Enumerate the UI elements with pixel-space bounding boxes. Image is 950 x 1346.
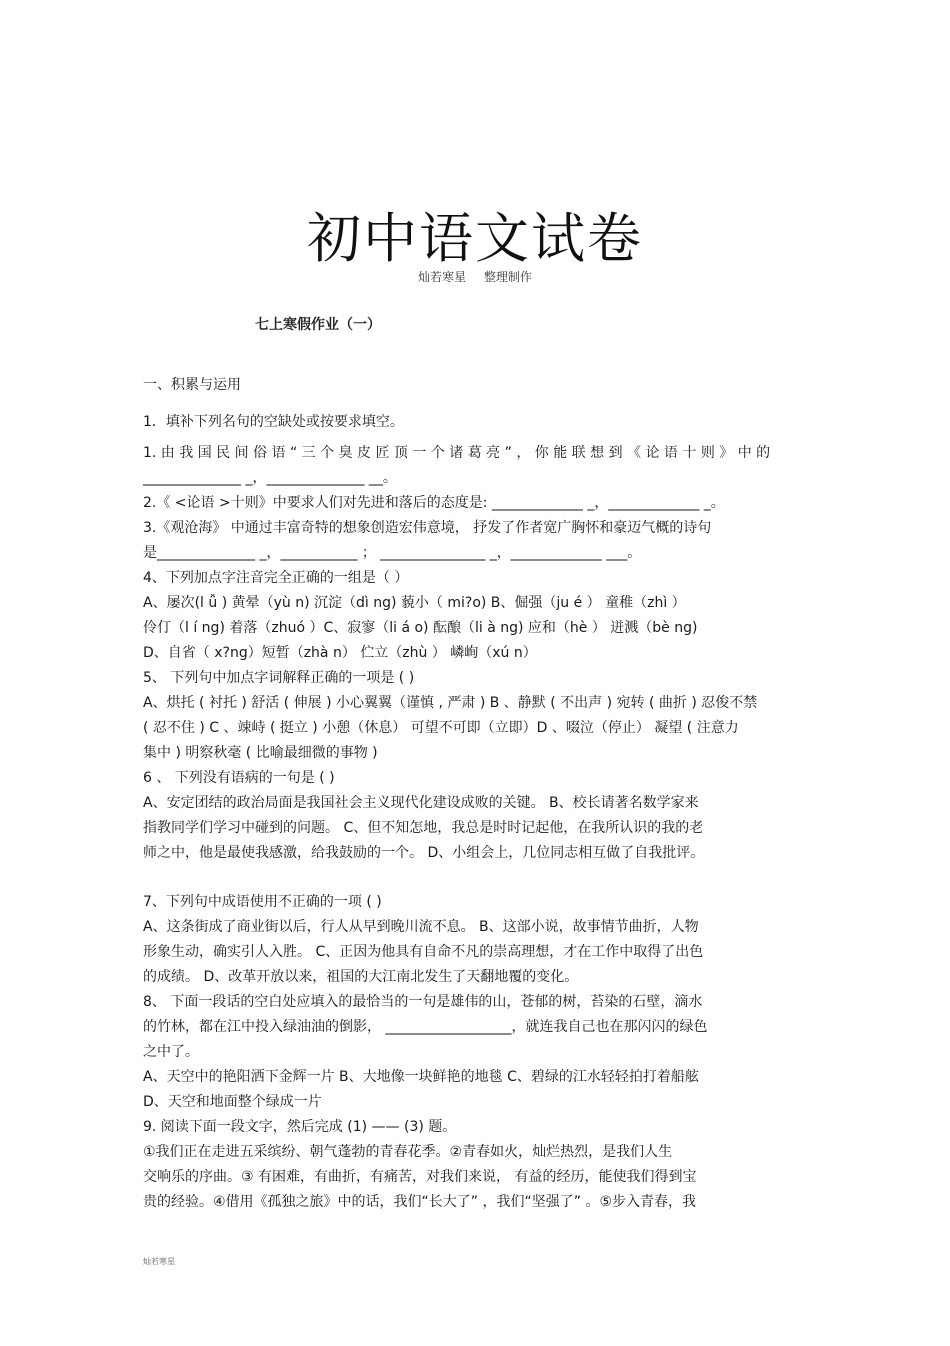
question-line: 9. 阅读下面一段文字，然后完成 (1) —— (3) 题。 bbox=[143, 1119, 457, 1135]
option-line: A、屡次(l ǚ ) 黄晕（yù n) 沉淀（dì ng) 藐小（ mi?o) B、倔强（ju é ） 童稚（zhì ） bbox=[143, 595, 686, 611]
option-line: 的成绩。 D、改革开放以来，祖国的大江南北发生了天翻地覆的变化。 bbox=[143, 969, 579, 985]
option-line: 师之中，他是最使我感激，给我鼓励的一个。 D、小组会上，几位同志相互做了自我批评。 bbox=[143, 845, 705, 861]
question-line: 4、下列加点字注音完全正确的一组是（ ） bbox=[143, 570, 409, 586]
option-line: A、天空中的艳阳洒下金辉一片 B、大地像一块鲜艳的地毯 C、碧绿的江水轻轻拍打着船舷 bbox=[143, 1069, 699, 1085]
question-line: 5、 下列句中加点字词解释正确的一项是 ( ) bbox=[143, 670, 415, 686]
question-line: 1．填补下列名句的空缺处或按要求填空。 bbox=[143, 414, 404, 430]
option-line: 指教同学们学习中碰到的问题。 C、但不知怎地，我总是时时记起他，在我所认识的我的老 bbox=[143, 820, 704, 836]
option-line: A、这条街成了商业街以后，行人从早到晚川流不息。 B、这部小说，故事情节曲折，人物 bbox=[143, 919, 699, 935]
option-line: D、自省（ x?ng）短暂（zhà n） 伫立（zhù ） 嶙峋（xú n） bbox=[143, 645, 537, 661]
passage-line: ①我们正在走进五采缤纷、朝气蓬勃的青春花季。②青春如火，灿烂热烈，是我们人生 bbox=[143, 1144, 673, 1160]
question-line: 2.《 <论语 >十则》中要求人们对先进和落后的态度是: _____________ _，_____________ _。 bbox=[143, 495, 725, 511]
question-line: 之中了。 bbox=[143, 1044, 199, 1060]
passage-line: 贵的经验。④借用《孤独之旅》中的话，我们“长大了” ，我们“坚强了” 。⑤步入青春，我 bbox=[143, 1194, 697, 1210]
question-line: 的竹林，都在江中投入绿油油的倒影， __________________，就连我自己也在那闪闪的绿色 bbox=[143, 1019, 708, 1035]
question-line: 1. 由 我 国 民 间 俗 语 “ 三 个 臭 皮 匠 顶 一 个 诸 葛 亮 ” ， 你 能 联 想 到 《 论 语 十 则 》 中 的 bbox=[143, 445, 771, 461]
page-title: 初中语文试卷 bbox=[307, 207, 643, 270]
option-line: 集中 ) 明察秋毫 ( 比喻最细微的事物 ) bbox=[143, 745, 378, 761]
option-line: 形象生动，确实引人入胜。 C、正因为他具有自命不凡的崇高理想，才在工作中取得了出色 bbox=[143, 944, 704, 960]
question-line: 7、下列句中成语使用不正确的一项 ( ) bbox=[143, 894, 382, 910]
option-line: A、烘托 ( 衬托 ) 舒活 ( 伸展 ) 小心翼翼（谨慎 , 严肃 ) B 、静默 ( 不出声 ) 宛转 ( 曲折 ) 忍俊不禁 bbox=[143, 695, 758, 711]
question-line: 3.《观沧海》 中通过丰富奇特的想象创造宏伟意境， 抒发了作者宽广胸怀和豪迈气概的诗句 bbox=[143, 520, 712, 536]
passage-line: 交响乐的序曲。③ 有困难，有曲折，有痛苦，对我们来说， 有益的经历，能使我们得到宝 bbox=[143, 1169, 697, 1185]
option-line: ( 忍不住 ) C 、竦峙 ( 挺立 ) 小憩（休息） 可望不可即（立即）D 、啜泣（停止） 凝望 ( 注意力 bbox=[143, 720, 739, 736]
assignment-subtitle: 七上寒假作业（一） bbox=[255, 317, 381, 333]
footer-watermark: 灿若寒星 bbox=[143, 1257, 175, 1266]
answer-blank-line: 是______________ _，___________ ； _______________ _，_____________ ___。 bbox=[143, 545, 642, 561]
question-line: 6 、 下列没有语病的一句是 ( ) bbox=[143, 770, 335, 786]
question-line: 8、 下面一段话的空白处应填入的最恰当的一句是雄伟的山，苍郁的树，苔染的石壁，滴水 bbox=[143, 994, 703, 1010]
credit-line: 灿若寒星 整理制作 bbox=[418, 270, 532, 284]
option-line: D、天空和地面整个绿成一片 bbox=[143, 1094, 322, 1110]
option-line: 伶仃（l í ng) 着落（zhuó ）C、寂寥（li á o) 酝酿（li à ng) 应和（hè ） 迸溅（bè ng) bbox=[143, 620, 698, 636]
option-line: A、安定团结的政治局面是我国社会主义现代化建设成败的关键。 B、校长请著名数学家来 bbox=[143, 795, 699, 811]
answer-blank-line: ______________ _，______________ __。 bbox=[143, 470, 397, 486]
section-heading: 一、积累与运用 bbox=[143, 377, 241, 393]
